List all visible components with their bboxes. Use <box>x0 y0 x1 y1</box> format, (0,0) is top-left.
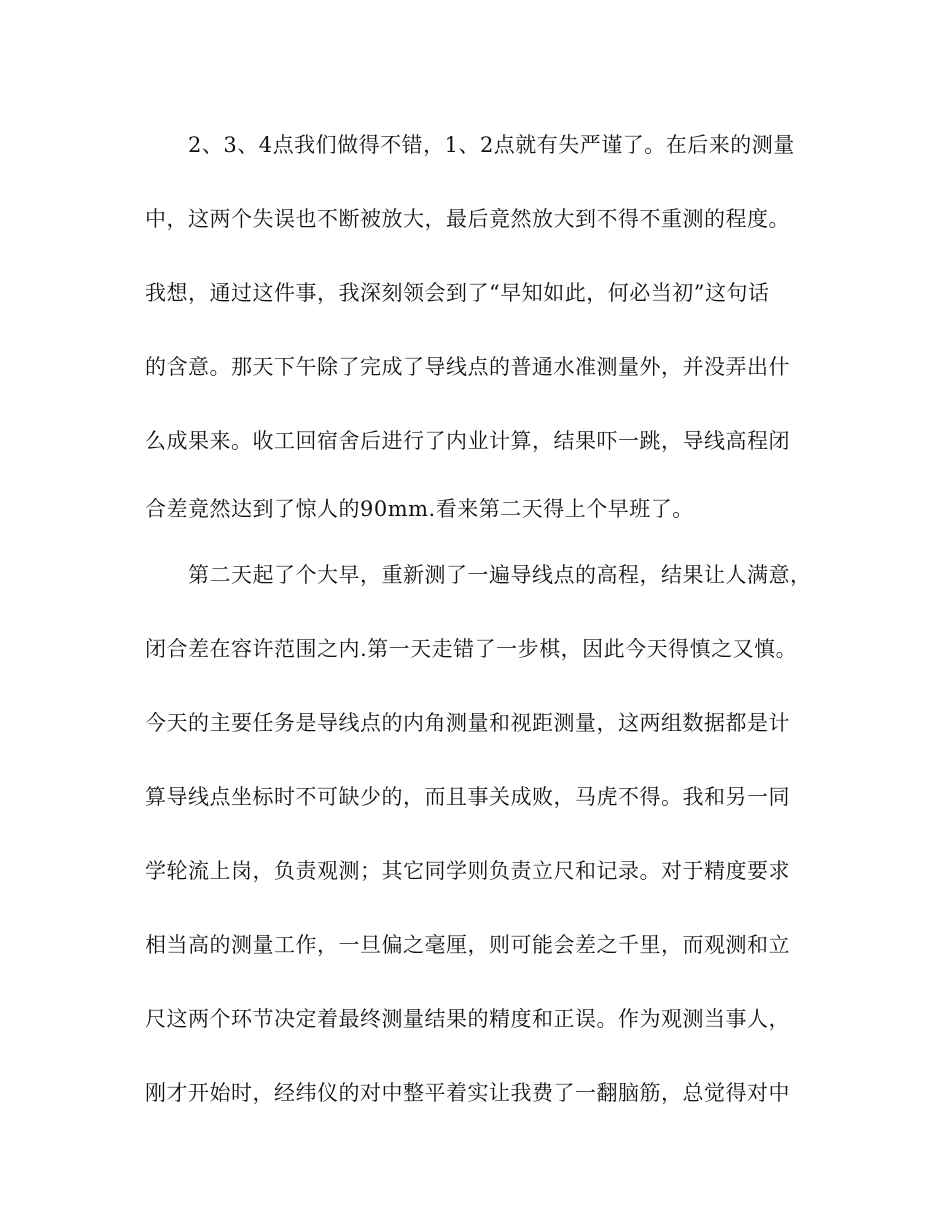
paragraph-line: 今天的主要任务是导线点的内角测量和视距测量，这两组数据都是计 <box>145 711 790 735</box>
paragraph-line: 相当高的测量工作，一旦偏之毫厘，则可能会差之千里，而观测和立 <box>145 933 790 957</box>
paragraph-line: 第二天起了个大早，重新测了一遍导线点的高程，结果让人满意， <box>188 563 812 587</box>
paragraph-line: 合差竟然达到了惊人的90mm.看来第二天得上个早班了。 <box>145 497 694 521</box>
paragraph-line: 刚才开始时，经纬仪的对中整平着实让我费了一翻脑筋，总觉得对中 <box>145 1081 790 1105</box>
paragraph-line: 2、3、4点我们做得不错，1、2点就有失严谨了。在后来的测量 <box>188 133 795 157</box>
paragraph-line: 尺这两个环节决定着最终测量结果的精度和正误。作为观测当事人， <box>145 1007 790 1031</box>
paragraph-line: 我想，通过这件事，我深刻领会到了“早知如此，何必当初”这句话 <box>145 281 770 305</box>
paragraph-line: 算导线点坐标时不可缺少的，而且事关成败，马虎不得。我和另一同 <box>145 785 790 809</box>
paragraph-line: 么成果来。收工回宿舍后进行了内业计算，结果吓一跳，导线高程闭 <box>145 429 790 453</box>
paragraph-line: 学轮流上岗，负责观测；其它同学则负责立尺和记录。对于精度要求 <box>145 859 790 883</box>
paragraph-line: 中，这两个失误也不断被放大，最后竟然放大到不得不重测的程度。 <box>145 207 790 231</box>
paragraph-line: 的含意。那天下午除了完成了导线点的普通水准测量外，并没弄出什 <box>145 355 790 379</box>
paragraph-line: 闭合差在容许范围之内.第一天走错了一步棋，因此今天得慎之又慎。 <box>145 637 798 661</box>
